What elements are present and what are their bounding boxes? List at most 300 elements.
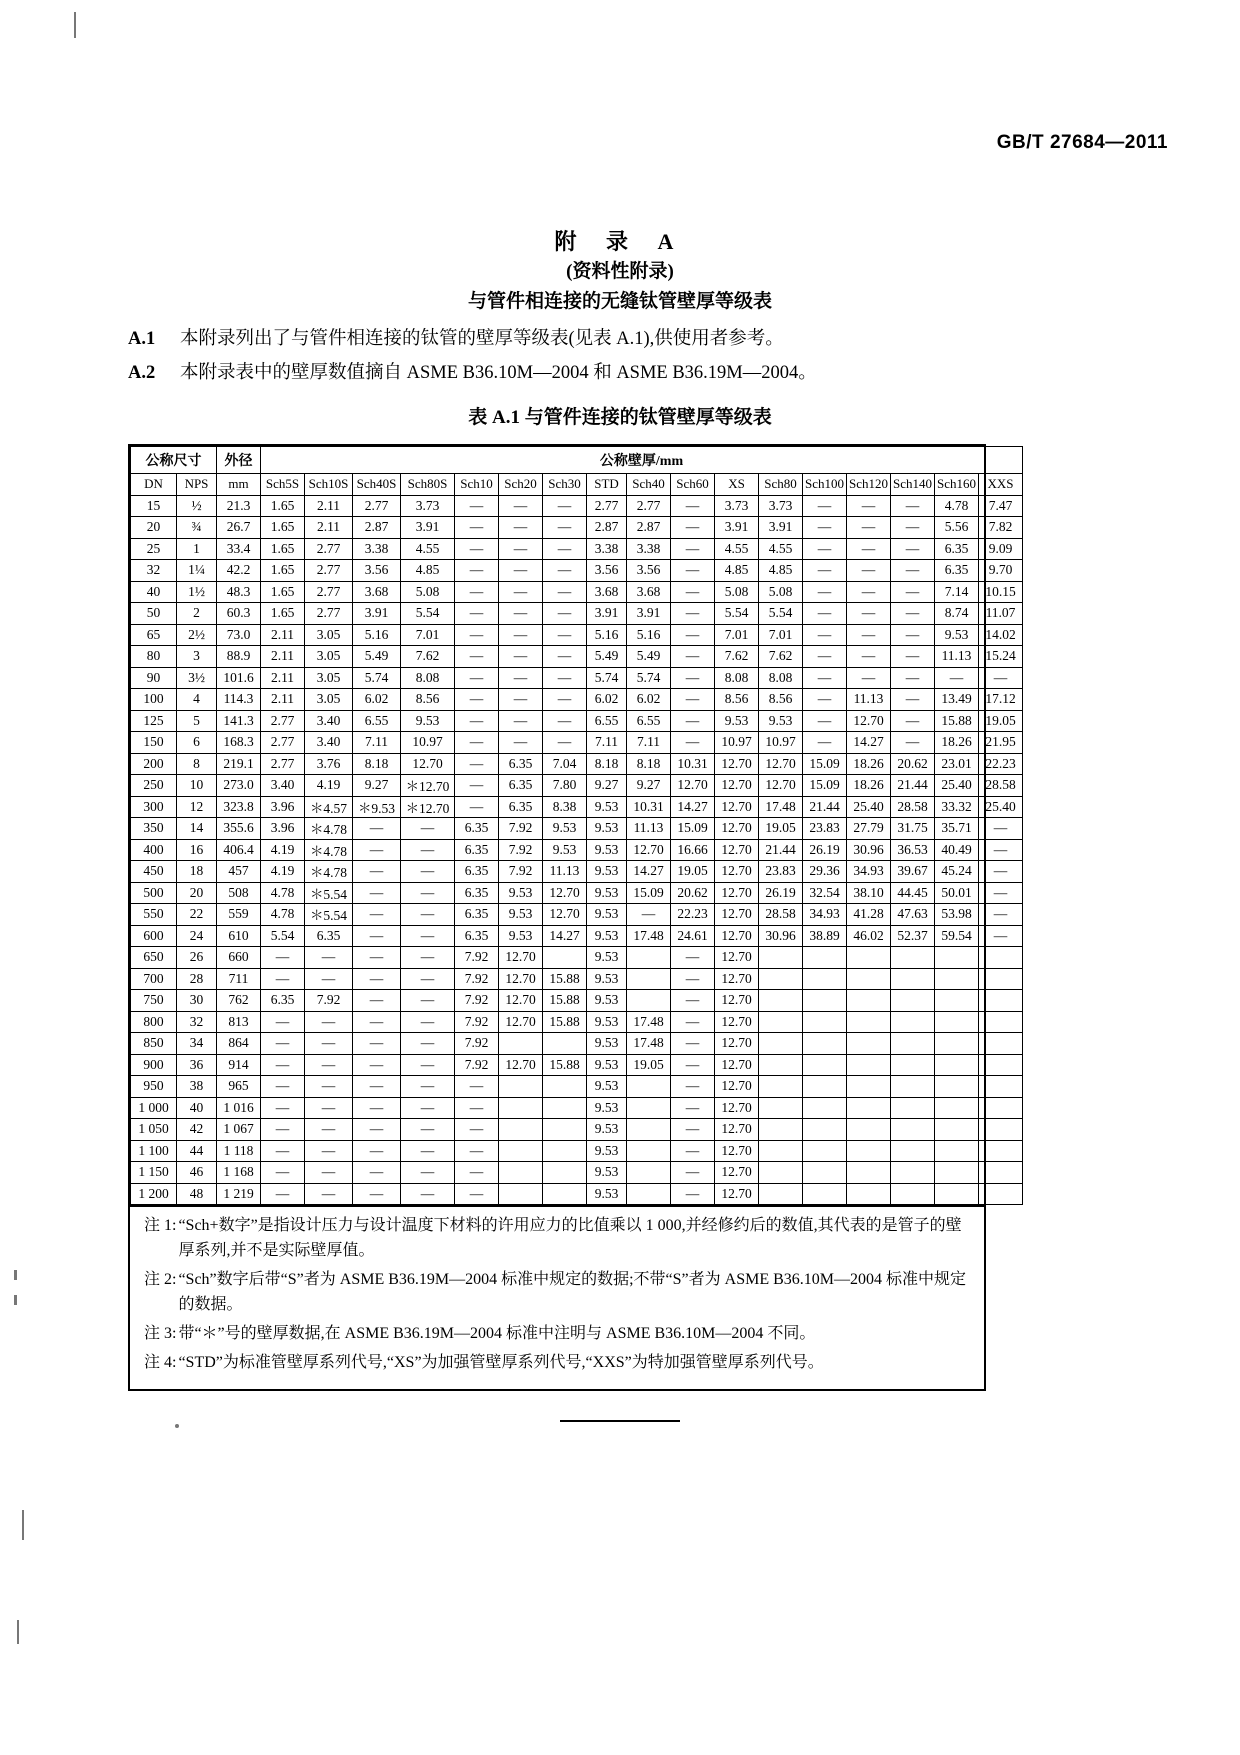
- table-cell: —: [803, 667, 847, 689]
- table-cell: 25.40: [847, 796, 891, 818]
- table-cell: —: [847, 603, 891, 625]
- table-cell: 16.66: [671, 839, 715, 861]
- table-cell: 38.89: [803, 925, 847, 947]
- table-cell: —: [543, 603, 587, 625]
- paragraph-a1-text: 本附录列出了与管件相连接的钛管的壁厚等级表(见表 A.1),供使用者参考。: [180, 329, 784, 349]
- table-cell: —: [455, 1162, 499, 1184]
- table-cell: —: [979, 882, 1023, 904]
- table-cell: —: [401, 1183, 455, 1205]
- table-cell: —: [671, 947, 715, 969]
- table-cell: 5.16: [627, 624, 671, 646]
- table-cell: [935, 968, 979, 990]
- table-cell: 50: [131, 603, 177, 625]
- table-cell: 5.08: [401, 581, 455, 603]
- table-cell: 5.16: [353, 624, 401, 646]
- table-cell: 2.77: [627, 495, 671, 517]
- table-cell: 6.35: [499, 753, 543, 775]
- appendix-title: 附 录 A: [554, 229, 686, 254]
- table-cell: 15.09: [803, 753, 847, 775]
- table-cell: 4.85: [715, 560, 759, 582]
- table-cell: —: [671, 624, 715, 646]
- table-cell: —: [305, 968, 353, 990]
- scan-artifact: [17, 1620, 19, 1644]
- table-cell: 2.11: [261, 624, 305, 646]
- table-cell: [847, 947, 891, 969]
- table-cell: 22: [177, 904, 217, 926]
- table-cell: ＊9.53: [353, 796, 401, 818]
- table-cell: 864: [217, 1033, 261, 1055]
- table-cell: 38: [177, 1076, 217, 1098]
- table-cell: 2.11: [305, 495, 353, 517]
- table-cell: —: [455, 646, 499, 668]
- table-cell: —: [543, 646, 587, 668]
- table-cell: 600: [131, 925, 177, 947]
- table-cell: —: [353, 1076, 401, 1098]
- scan-artifact: [22, 1510, 24, 1540]
- table-cell: 13.49: [935, 689, 979, 711]
- table-cell: —: [353, 925, 401, 947]
- table-cell: 5: [177, 710, 217, 732]
- table-cell: [935, 1054, 979, 1076]
- table-cell: —: [671, 1119, 715, 1141]
- table-cell: 12.70: [543, 904, 587, 926]
- col-sch30: Sch30: [543, 474, 587, 496]
- table-cell: 12.70: [715, 753, 759, 775]
- table-row: [131, 775, 1023, 797]
- table-cell: —: [353, 818, 401, 840]
- table-cell: 8.18: [627, 753, 671, 775]
- table-cell: 8.18: [587, 753, 627, 775]
- table-cell: [803, 968, 847, 990]
- table-cell: 10: [177, 775, 217, 797]
- table-cell: —: [353, 1140, 401, 1162]
- note-4-label: 注 4:: [144, 1354, 177, 1371]
- table-cell: 7.92: [499, 839, 543, 861]
- table-cell: —: [891, 517, 935, 539]
- table-cell: ＊5.54: [305, 904, 353, 926]
- table-cell: [891, 1183, 935, 1205]
- table-cell: [759, 1119, 803, 1141]
- table-cell: —: [401, 1119, 455, 1141]
- table-row: [131, 732, 1023, 754]
- table-cell: 12.70: [759, 753, 803, 775]
- table-cell: 1 050: [131, 1119, 177, 1141]
- table-cell: 21.44: [803, 796, 847, 818]
- table-cell: —: [261, 968, 305, 990]
- table-cell: 30: [177, 990, 217, 1012]
- table-cell: 200: [131, 753, 177, 775]
- table-cell: 6.35: [499, 796, 543, 818]
- table-cell: 3.56: [587, 560, 627, 582]
- table-cell: [847, 1162, 891, 1184]
- table-cell: 5.56: [935, 517, 979, 539]
- table-cell: ¾: [177, 517, 217, 539]
- table-cell: 9.09: [979, 538, 1023, 560]
- table-cell: —: [401, 904, 455, 926]
- table-cell: 5.49: [353, 646, 401, 668]
- table-cell: 12.70: [715, 968, 759, 990]
- table-cell: 7.04: [543, 753, 587, 775]
- table-cell: —: [847, 624, 891, 646]
- table-row: [131, 1054, 1023, 1076]
- table-cell: —: [305, 1140, 353, 1162]
- table-cell: 18.26: [847, 775, 891, 797]
- table-cell: —: [261, 1011, 305, 1033]
- table-cell: 7.82: [979, 517, 1023, 539]
- note-4-text: “STD”为标准管壁厚系列代号,“XS”为加强管壁厚系列代号,“XXS”为特加强管壁厚系列代号。: [178, 1354, 824, 1371]
- table-cell: 44: [177, 1140, 217, 1162]
- table-cell: 18: [177, 861, 217, 883]
- table-cell: 10.15: [979, 581, 1023, 603]
- table-cell: 11.07: [979, 603, 1023, 625]
- table-cell: 3.05: [305, 667, 353, 689]
- table-cell: 15.88: [543, 1011, 587, 1033]
- table-cell: 965: [217, 1076, 261, 1098]
- table-cell: 500: [131, 882, 177, 904]
- table-cell: 14.02: [979, 624, 1023, 646]
- table-cell: 6.55: [627, 710, 671, 732]
- table-cell: —: [543, 538, 587, 560]
- table-cell: 9.53: [759, 710, 803, 732]
- table-cell: 4.78: [261, 882, 305, 904]
- table-cell: 17.48: [627, 1033, 671, 1055]
- table-cell: 7.11: [353, 732, 401, 754]
- table-cell: [759, 1162, 803, 1184]
- table-cell: 7.01: [715, 624, 759, 646]
- table-cell: 12.70: [715, 904, 759, 926]
- table-cell: —: [671, 1183, 715, 1205]
- table-cell: 5.54: [401, 603, 455, 625]
- table-cell: 3: [177, 646, 217, 668]
- scan-artifact: [74, 12, 76, 38]
- table-cell: —: [455, 560, 499, 582]
- table-cell: 15: [131, 495, 177, 517]
- table-row: [131, 861, 1023, 883]
- table-cell: —: [401, 1076, 455, 1098]
- table-cell: 12.70: [715, 1011, 759, 1033]
- table-cell: —: [891, 689, 935, 711]
- table-cell: 28.58: [759, 904, 803, 926]
- table-cell: 4: [177, 689, 217, 711]
- table-cell: 46: [177, 1162, 217, 1184]
- table-cell: 5.74: [587, 667, 627, 689]
- table-cell: —: [261, 1076, 305, 1098]
- table-cell: [979, 1183, 1023, 1205]
- table-cell: 6.35: [499, 775, 543, 797]
- table-cell: —: [671, 990, 715, 1012]
- table-cell: 9.53: [587, 904, 627, 926]
- table-row: [131, 710, 1023, 732]
- table-cell: [759, 947, 803, 969]
- table-cell: —: [305, 947, 353, 969]
- table-cell: —: [353, 947, 401, 969]
- table-cell: 4.19: [305, 775, 353, 797]
- table-cell: 9.53: [587, 990, 627, 1012]
- table-cell: 24.61: [671, 925, 715, 947]
- table-cell: 7.92: [305, 990, 353, 1012]
- table-cell: 7.11: [627, 732, 671, 754]
- table-cell: 8.56: [715, 689, 759, 711]
- table-cell: [935, 1097, 979, 1119]
- table-cell: —: [261, 1183, 305, 1205]
- table-cell: 17.48: [627, 925, 671, 947]
- table-cell: —: [261, 947, 305, 969]
- note-4: [144, 1350, 974, 1375]
- table-cell: —: [543, 667, 587, 689]
- table-cell: 21.3: [217, 495, 261, 517]
- col-sch5s: Sch5S: [261, 474, 305, 496]
- table-cell: [543, 1076, 587, 1098]
- table-cell: 4.85: [401, 560, 455, 582]
- table-cell: 23.01: [935, 753, 979, 775]
- col-xs: XS: [715, 474, 759, 496]
- table-cell: [759, 1054, 803, 1076]
- table-cell: —: [499, 624, 543, 646]
- table-cell: 1 168: [217, 1162, 261, 1184]
- table-row: [131, 1033, 1023, 1055]
- table-cell: —: [891, 560, 935, 582]
- table-cell: —: [401, 882, 455, 904]
- table-cell: 7.92: [455, 947, 499, 969]
- table-cell: [803, 1183, 847, 1205]
- table-cell: —: [353, 1011, 401, 1033]
- table-cell: [935, 1183, 979, 1205]
- table-row: [131, 624, 1023, 646]
- table-cell: —: [543, 710, 587, 732]
- table-row: [131, 1183, 1023, 1205]
- table-cell: 1 200: [131, 1183, 177, 1205]
- table-cell: 1½: [177, 581, 217, 603]
- table-cell: ＊4.78: [305, 839, 353, 861]
- footer-rule: [560, 1420, 680, 1422]
- table-cell: 2.77: [353, 495, 401, 517]
- scan-artifact: [14, 1270, 17, 1280]
- table-cell: 12.70: [499, 1011, 543, 1033]
- table-cell: 15.88: [543, 968, 587, 990]
- table-cell: —: [671, 689, 715, 711]
- table-cell: 88.9: [217, 646, 261, 668]
- table-cell: 1.65: [261, 560, 305, 582]
- table-cell: [935, 1076, 979, 1098]
- table-cell: 3.68: [587, 581, 627, 603]
- table-cell: [847, 990, 891, 1012]
- table-cell: —: [671, 968, 715, 990]
- table-cell: 8.74: [935, 603, 979, 625]
- table-cell: 2.87: [353, 517, 401, 539]
- table-cell: —: [847, 495, 891, 517]
- note-1: [144, 1213, 974, 1263]
- table-cell: —: [847, 538, 891, 560]
- table-row: [131, 968, 1023, 990]
- table-cell: [759, 1076, 803, 1098]
- table-cell: —: [935, 667, 979, 689]
- table-cell: 1 219: [217, 1183, 261, 1205]
- table-cell: 125: [131, 710, 177, 732]
- table-cell: —: [671, 732, 715, 754]
- table-cell: 9.53: [543, 818, 587, 840]
- table-cell: 6.02: [627, 689, 671, 711]
- table-cell: 9.53: [587, 1076, 627, 1098]
- table-cell: [803, 1011, 847, 1033]
- table-cell: —: [455, 1076, 499, 1098]
- table-cell: —: [543, 732, 587, 754]
- table-cell: 7.62: [715, 646, 759, 668]
- table-cell: 7.14: [935, 581, 979, 603]
- table-cell: 6.55: [353, 710, 401, 732]
- table-cell: 33.4: [217, 538, 261, 560]
- table-cell: 46.02: [847, 925, 891, 947]
- table-cell: 3.05: [305, 646, 353, 668]
- table-cell: —: [401, 968, 455, 990]
- table-cell: [759, 1011, 803, 1033]
- paragraph-a1: [128, 326, 784, 352]
- table-cell: [847, 1183, 891, 1205]
- table-cell: 9.70: [979, 560, 1023, 582]
- table-cell: 5.49: [587, 646, 627, 668]
- table-row: [131, 796, 1023, 818]
- table-cell: 2.11: [261, 667, 305, 689]
- table-cell: —: [671, 1011, 715, 1033]
- table-cell: —: [671, 1033, 715, 1055]
- table-cell: [627, 1076, 671, 1098]
- table-cell: 3.96: [261, 818, 305, 840]
- table-cell: 65: [131, 624, 177, 646]
- table-cell: 9.53: [543, 839, 587, 861]
- table-cell: —: [847, 581, 891, 603]
- table-cell: 6.35: [455, 839, 499, 861]
- table-cell: [627, 947, 671, 969]
- table-cell: —: [455, 538, 499, 560]
- table-cell: 1.65: [261, 517, 305, 539]
- col-xxs: XXS: [979, 474, 1023, 496]
- table-cell: 17.48: [627, 1011, 671, 1033]
- table-cell: 12.70: [715, 1140, 759, 1162]
- table-cell: 750: [131, 990, 177, 1012]
- table-cell: —: [891, 710, 935, 732]
- table-cell: [803, 1033, 847, 1055]
- table-cell: 273.0: [217, 775, 261, 797]
- table-cell: [627, 1097, 671, 1119]
- table-cell: [847, 1011, 891, 1033]
- table-row: [131, 1140, 1023, 1162]
- table-cell: 10.31: [627, 796, 671, 818]
- table-cell: 15.09: [671, 818, 715, 840]
- table-cell: 26: [177, 947, 217, 969]
- table-cell: 219.1: [217, 753, 261, 775]
- table-cell: —: [543, 581, 587, 603]
- table-cell: 12.70: [499, 1054, 543, 1076]
- table-cell: 42.2: [217, 560, 261, 582]
- table-cell: 3.91: [401, 517, 455, 539]
- table-cell: 16: [177, 839, 217, 861]
- table-cell: 9.53: [587, 968, 627, 990]
- table-cell: 14.27: [847, 732, 891, 754]
- table-cell: 9.53: [401, 710, 455, 732]
- table-cell: —: [455, 732, 499, 754]
- table-cell: [499, 1097, 543, 1119]
- table-cell: 9.53: [587, 1033, 627, 1055]
- table-cell: —: [499, 710, 543, 732]
- table-cell: 2.77: [261, 710, 305, 732]
- table-cell: [891, 1162, 935, 1184]
- table-row: [131, 538, 1023, 560]
- table-row: [131, 689, 1023, 711]
- table-cell: [803, 1119, 847, 1141]
- table-cell: 73.0: [217, 624, 261, 646]
- wall-thickness-table: [130, 446, 1023, 1205]
- table-cell: —: [671, 538, 715, 560]
- note-2-text: “Sch”数字后带“S”者为 ASME B36.19M—2004 标准中规定的数据;不带“S”者为 ASME B36.10M—2004 标准中规定的数据。: [178, 1271, 967, 1313]
- table-cell: —: [627, 904, 671, 926]
- table-cell: 3.40: [305, 732, 353, 754]
- table-cell: —: [979, 839, 1023, 861]
- table-cell: 25.40: [979, 796, 1023, 818]
- table-cell: —: [671, 1162, 715, 1184]
- table-cell: 53.98: [935, 904, 979, 926]
- table-cell: 6.35: [455, 925, 499, 947]
- table-cell: —: [455, 710, 499, 732]
- table-cell: —: [803, 624, 847, 646]
- table-cell: —: [353, 882, 401, 904]
- table-cell: 101.6: [217, 667, 261, 689]
- appendix-subtitle: (资料性附录): [566, 261, 674, 282]
- table-cell: —: [847, 517, 891, 539]
- table-cell: —: [353, 904, 401, 926]
- col-sch10s: Sch10S: [305, 474, 353, 496]
- table-cell: 39.67: [891, 861, 935, 883]
- table-cell: 141.3: [217, 710, 261, 732]
- table-cell: —: [261, 1054, 305, 1076]
- table-cell: [759, 990, 803, 1012]
- table-cell: 9.53: [587, 796, 627, 818]
- table-cell: 4.19: [261, 861, 305, 883]
- table-cell: —: [261, 1033, 305, 1055]
- table-cell: —: [499, 517, 543, 539]
- table-cell: 4.55: [401, 538, 455, 560]
- table-cell: —: [803, 495, 847, 517]
- table-cell: 21.44: [891, 775, 935, 797]
- table-cell: 3.56: [627, 560, 671, 582]
- table-row: [131, 1097, 1023, 1119]
- table-cell: 3.38: [353, 538, 401, 560]
- table-row: [131, 904, 1023, 926]
- table-cell: [543, 1033, 587, 1055]
- table-cell: 14.27: [543, 925, 587, 947]
- table-cell: 323.8: [217, 796, 261, 818]
- table-cell: 9.53: [935, 624, 979, 646]
- table-cell: —: [499, 689, 543, 711]
- table-cell: 14: [177, 818, 217, 840]
- table-cell: 59.54: [935, 925, 979, 947]
- table-cell: [627, 1140, 671, 1162]
- table-cell: [891, 1140, 935, 1162]
- header-nominal-size: 公称尺寸: [131, 447, 217, 474]
- table-cell: 660: [217, 947, 261, 969]
- table-cell: 14.27: [627, 861, 671, 883]
- table-cell: 14.27: [671, 796, 715, 818]
- table-cell: ＊12.70: [401, 775, 455, 797]
- table-cell: —: [261, 1162, 305, 1184]
- table-cell: 1.65: [261, 538, 305, 560]
- table-cell: 300: [131, 796, 177, 818]
- table-cell: 3½: [177, 667, 217, 689]
- table-cell: —: [803, 710, 847, 732]
- table-cell: 40: [131, 581, 177, 603]
- table-cell: 19.05: [979, 710, 1023, 732]
- table-cell: 9.53: [587, 1119, 627, 1141]
- table-cell: 15.88: [935, 710, 979, 732]
- table-cell: 15.09: [627, 882, 671, 904]
